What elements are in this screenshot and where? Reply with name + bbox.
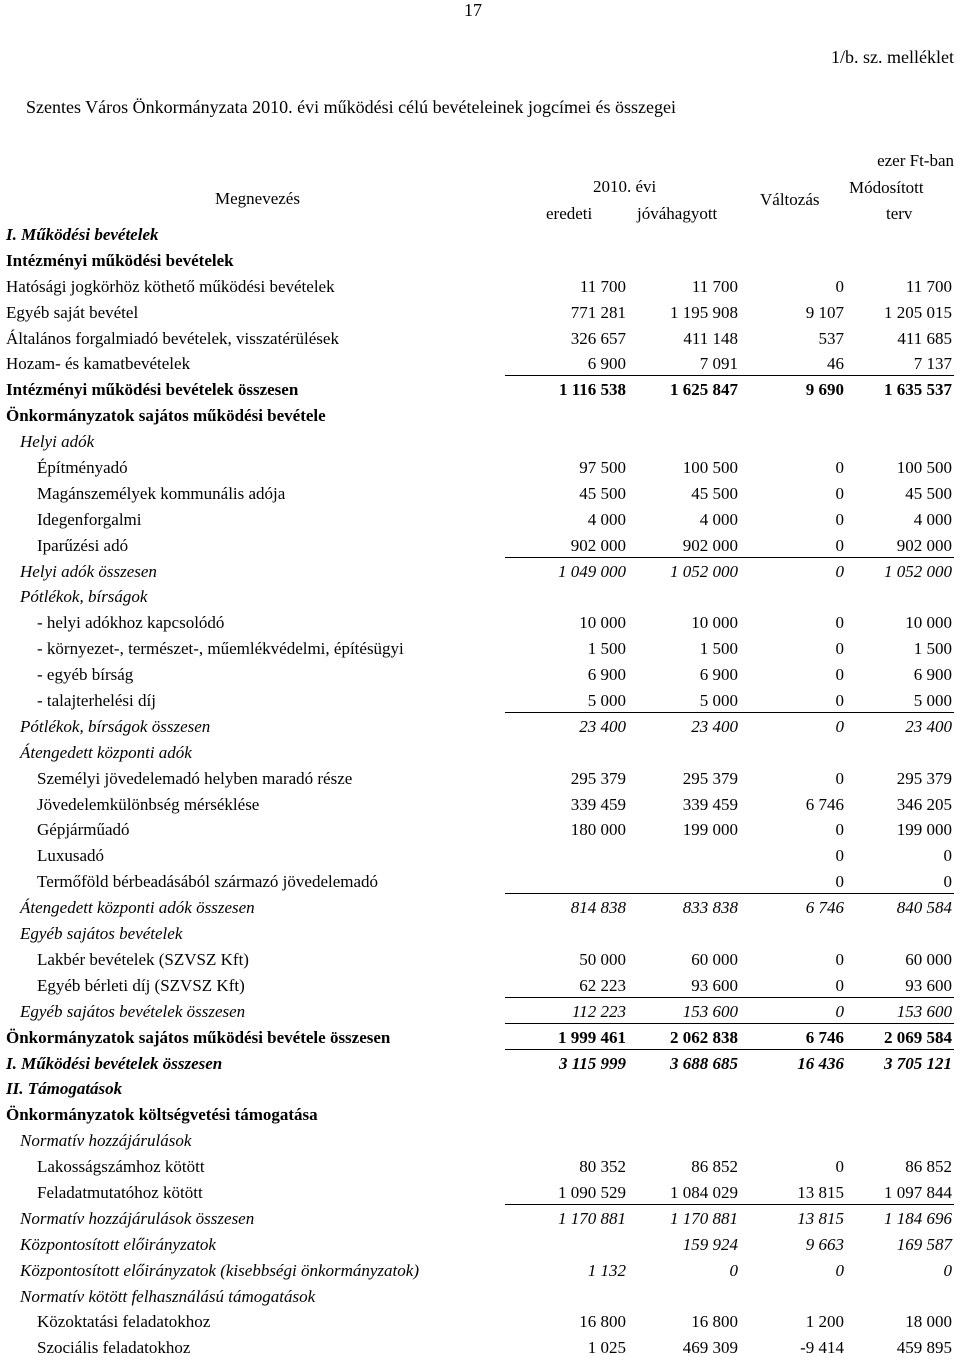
modified-value: 411 685 (897, 328, 952, 348)
change-value: 13 815 (797, 1208, 844, 1228)
modified-value: 2 069 584 (884, 1027, 952, 1047)
approved-value: 100 500 (682, 458, 738, 478)
table-row (0, 429, 960, 455)
change-value: 537 (818, 328, 844, 348)
modified-value: 1 635 537 (884, 380, 952, 400)
change-value: 16 436 (797, 1053, 844, 1073)
approved-value: 5 000 (699, 691, 738, 711)
row-label: Normatív hozzájárulások összesen (20, 1208, 255, 1228)
table-row (0, 610, 960, 636)
row-label: Intézményi működési bevételek (6, 250, 234, 270)
row-label: Hatósági jogkörhöz köthető működési bevételek (6, 276, 335, 296)
modified-value: 6 900 (913, 665, 952, 685)
table-row (0, 973, 960, 999)
table-row (0, 1206, 960, 1232)
table-row (0, 326, 960, 352)
row-label: Jövedelemkülönbség mérséklése (37, 794, 260, 814)
approved-value: 199 000 (682, 820, 738, 840)
modified-value: 902 000 (896, 535, 952, 555)
unit-label: ezer Ft-ban (877, 151, 954, 170)
approved-value: 1 052 000 (670, 561, 738, 581)
header-approved: jóváhagyott (637, 204, 718, 223)
table-row (0, 481, 960, 507)
modified-value: 45 500 (905, 483, 952, 503)
original-value: 23 400 (579, 716, 626, 736)
change-value: 0 (835, 691, 844, 711)
original-value: 112 223 (572, 1001, 626, 1021)
approved-value: 902 000 (682, 535, 738, 555)
row-label: Központosított előirányzatok (kisebbségi önkormányzatok) (20, 1260, 419, 1280)
table-row (0, 921, 960, 947)
original-value: 771 281 (570, 302, 626, 322)
change-value: 0 (835, 768, 844, 788)
modified-value: 1 097 844 (884, 1182, 952, 1202)
change-value: 0 (835, 535, 844, 555)
row-label: Egyéb sajátos bevételek (20, 924, 183, 944)
original-value: 814 838 (570, 898, 626, 918)
modified-value: 199 000 (896, 820, 952, 840)
table-row (0, 1232, 960, 1258)
original-value: 1 999 461 (558, 1027, 626, 1047)
approved-value: 339 459 (682, 794, 738, 814)
approved-value: 2 062 838 (670, 1027, 738, 1047)
approved-value: 1 625 847 (670, 380, 738, 400)
row-label: Egyéb saját bevétel (6, 302, 139, 322)
row-label: Magánszemélyek kommunális adója (37, 483, 286, 503)
approved-value: 159 924 (682, 1234, 738, 1254)
change-value: 0 (835, 483, 844, 503)
original-value: 6 900 (587, 354, 626, 374)
modified-value: 5 000 (913, 691, 952, 711)
table-row (0, 714, 960, 740)
row-label: Helyi adók összesen (20, 561, 157, 581)
approved-value: 1 084 029 (670, 1182, 738, 1202)
row-label: Önkormányzatok sajátos működési bevétele összesen (6, 1027, 391, 1047)
modified-value: 86 852 (905, 1157, 952, 1177)
row-label: Feladatmutatóhoz kötött (37, 1182, 203, 1202)
original-value: 1 025 (587, 1338, 626, 1358)
row-label: Normatív hozzájárulások (20, 1131, 192, 1151)
modified-value: 1 052 000 (884, 561, 952, 581)
modified-value: 0 (943, 872, 952, 892)
approved-value: 0 (729, 1260, 738, 1280)
modified-value: 0 (943, 1260, 952, 1280)
change-value: 0 (835, 613, 844, 633)
table-row (0, 300, 960, 326)
table-row (0, 351, 960, 377)
table-row (0, 1025, 960, 1051)
original-value: 5 000 (587, 691, 626, 711)
table-row (0, 455, 960, 481)
table-row (0, 533, 960, 559)
original-value: 1 500 (587, 639, 626, 659)
modified-value: 23 400 (905, 716, 952, 736)
row-label: Önkormányzatok költségvetési támogatása (6, 1105, 318, 1125)
approved-value: 3 688 685 (670, 1053, 738, 1073)
table-row (0, 869, 960, 895)
table-row (0, 817, 960, 843)
table-row (0, 662, 960, 688)
approved-value: 411 148 (683, 328, 738, 348)
table-row (0, 1051, 960, 1077)
row-label: - egyéb bírság (37, 665, 134, 685)
original-value: 1 132 (587, 1260, 626, 1280)
modified-value: 100 500 (896, 458, 952, 478)
modified-value: 3 705 121 (884, 1053, 952, 1073)
change-value: 0 (835, 276, 844, 296)
change-value: 0 (835, 975, 844, 995)
table-row (0, 636, 960, 662)
table-row (0, 1309, 960, 1335)
change-value: 9 663 (805, 1234, 844, 1254)
row-label: Egyéb sajátos bevételek összesen (20, 1001, 246, 1021)
approved-value: 11 700 (691, 276, 738, 296)
change-value: 0 (835, 561, 844, 581)
header-modified: Módosított (849, 178, 924, 197)
change-value: 0 (835, 1001, 844, 1021)
change-value: 0 (835, 639, 844, 659)
approved-value: 295 379 (682, 768, 738, 788)
row-label: I. Működési bevételek (6, 225, 159, 244)
table-row (0, 222, 960, 248)
change-value: 13 815 (797, 1182, 844, 1202)
table-row (0, 1102, 960, 1128)
modified-value: 1 205 015 (884, 302, 952, 322)
original-value: 6 900 (587, 665, 626, 685)
row-label: Helyi adók (20, 432, 95, 452)
approved-value: 10 000 (691, 613, 738, 633)
row-label: Hozam- és kamatbevételek (6, 354, 191, 374)
original-value: 1 090 529 (558, 1182, 626, 1202)
row-label: Intézményi működési bevételek összesen (6, 380, 299, 400)
row-label: Gépjárműadó (37, 820, 130, 840)
approved-value: 93 600 (691, 975, 738, 995)
header-year: 2010. évi (593, 177, 657, 196)
modified-value: 93 600 (905, 975, 952, 995)
original-value: 1 116 538 (558, 380, 626, 400)
table-row (0, 403, 960, 429)
revenue-table (0, 222, 960, 1361)
original-value: 97 500 (579, 458, 626, 478)
change-value: 0 (835, 949, 844, 969)
row-label: Iparűzési adó (37, 535, 129, 555)
modified-value: 10 000 (905, 613, 952, 633)
row-label: I. Működési bevételek összesen (6, 1053, 223, 1073)
table-row (0, 843, 960, 869)
original-value: 62 223 (579, 975, 626, 995)
approved-value: 7 091 (699, 354, 738, 374)
approved-value: 1 500 (699, 639, 738, 659)
original-value: 11 700 (579, 276, 626, 296)
original-value: 339 459 (570, 794, 626, 814)
row-label: Egyéb bérleti díj (SZVSZ Kft) (37, 975, 245, 995)
modified-value: 18 000 (905, 1312, 952, 1332)
approved-value: 4 000 (699, 509, 738, 529)
original-value: 1 170 881 (558, 1208, 626, 1228)
row-label: Idegenforgalmi (37, 509, 142, 529)
original-value: 10 000 (579, 613, 626, 633)
table-row (0, 1180, 960, 1206)
original-value: 50 000 (579, 949, 626, 969)
modified-value: 11 700 (905, 276, 952, 296)
table-row (0, 688, 960, 714)
row-label: - talajterhelési díj (37, 691, 156, 711)
row-label: Általános forgalmiadó bevételek, visszatérülések (6, 328, 339, 348)
table-row (0, 947, 960, 973)
table-row (0, 1335, 960, 1361)
row-label: Termőföld bérbeadásából származó jövedelemadó (37, 872, 379, 892)
table-row (0, 274, 960, 300)
row-label: Pótlékok, bírságok összesen (20, 716, 211, 736)
page-number: 17 (464, 0, 482, 20)
modified-value: 459 895 (896, 1338, 952, 1358)
change-value: 0 (835, 872, 844, 892)
modified-value: 346 205 (896, 794, 952, 814)
change-value: 0 (835, 509, 844, 529)
document-title: Szentes Város Önkormányzata 2010. évi működési célú bevételeinek jogcímei és összegei (26, 97, 676, 117)
modified-value: 295 379 (896, 768, 952, 788)
change-value: 0 (835, 1260, 844, 1280)
row-label: Pótlékok, bírságok (20, 587, 148, 607)
table-row (0, 1284, 960, 1310)
original-value: 180 000 (570, 820, 626, 840)
change-value: 0 (835, 1157, 844, 1177)
modified-value: 4 000 (913, 509, 952, 529)
header-change: Változás (760, 190, 820, 209)
row-label: Lakosságszámhoz kötött (37, 1157, 205, 1177)
table-row (0, 559, 960, 585)
table-row (0, 1258, 960, 1284)
change-value: 0 (835, 846, 844, 866)
change-value: 46 (827, 354, 844, 374)
row-label: Luxusadó (37, 846, 105, 866)
header-original: eredeti (546, 204, 593, 223)
row-label: - helyi adókhoz kapcsolódó (37, 613, 225, 633)
modified-value: 60 000 (905, 949, 952, 969)
approved-value: 1 195 908 (670, 302, 738, 322)
header-plan: terv (886, 204, 913, 223)
approved-value: 86 852 (691, 1157, 738, 1177)
row-label: Építményadó (37, 458, 128, 478)
table-row (0, 248, 960, 274)
table-row (0, 507, 960, 533)
change-value: 0 (835, 716, 844, 736)
approved-value: 833 838 (682, 898, 738, 918)
original-value: 3 115 999 (558, 1053, 626, 1073)
table-row (0, 999, 960, 1025)
row-label: Központosított előirányzatok (20, 1234, 216, 1254)
change-value: 0 (835, 820, 844, 840)
table-row (0, 895, 960, 921)
header-name: Megnevezés (215, 189, 300, 208)
row-label: - környezet-, természet-, műemlékvédelmi, építésügyi (37, 639, 404, 659)
original-value: 326 657 (570, 328, 626, 348)
change-value: 9 690 (805, 380, 844, 400)
table-row (0, 740, 960, 766)
original-value: 16 800 (579, 1312, 626, 1332)
modified-value: 1 184 696 (884, 1208, 952, 1228)
modified-value: 169 587 (896, 1234, 952, 1254)
modified-value: 153 600 (896, 1001, 952, 1021)
approved-value: 16 800 (691, 1312, 738, 1332)
original-value: 45 500 (579, 483, 626, 503)
approved-value: 1 170 881 (670, 1208, 738, 1228)
original-value: 80 352 (579, 1157, 626, 1177)
annex-label: 1/b. sz. melléklet (831, 47, 954, 67)
change-value: 6 746 (805, 1027, 844, 1047)
table-row (0, 766, 960, 792)
table-row (0, 1076, 960, 1102)
row-label: Szociális feladatokhoz (37, 1338, 191, 1358)
change-value: 6 746 (805, 898, 844, 918)
modified-value: 1 500 (913, 639, 952, 659)
change-value: 6 746 (805, 794, 844, 814)
table-row (0, 584, 960, 610)
original-value: 295 379 (570, 768, 626, 788)
row-label: II. Támogatások (6, 1079, 123, 1099)
modified-value: 0 (943, 846, 952, 866)
table-row (0, 1128, 960, 1154)
change-value: 0 (835, 665, 844, 685)
table-row (0, 1154, 960, 1180)
original-value: 902 000 (570, 535, 626, 555)
approved-value: 6 900 (699, 665, 738, 685)
modified-value: 840 584 (896, 898, 952, 918)
change-value: 1 200 (805, 1312, 844, 1332)
approved-value: 23 400 (691, 716, 738, 736)
table-row (0, 377, 960, 403)
original-value: 4 000 (587, 509, 626, 529)
row-label: Átengedett központi adók (20, 742, 192, 762)
row-label: Közoktatási feladatokhoz (37, 1312, 211, 1332)
approved-value: 60 000 (691, 949, 738, 969)
approved-value: 469 309 (682, 1338, 738, 1358)
change-value: 0 (835, 458, 844, 478)
row-label: Normatív kötött felhasználású támogatások (20, 1286, 316, 1306)
modified-value: 7 137 (913, 354, 952, 374)
row-label: Átengedett központi adók összesen (20, 898, 255, 918)
row-label: Lakbér bevételek (SZVSZ Kft) (37, 949, 249, 969)
row-label: Személyi jövedelemadó helyben maradó része (37, 768, 353, 788)
approved-value: 45 500 (691, 483, 738, 503)
original-value: 1 049 000 (558, 561, 626, 581)
row-label: Önkormányzatok sajátos működési bevétele (6, 406, 326, 426)
approved-value: 153 600 (682, 1001, 738, 1021)
change-value: 9 107 (805, 302, 844, 322)
change-value: -9 414 (800, 1338, 844, 1358)
table-row (0, 792, 960, 818)
